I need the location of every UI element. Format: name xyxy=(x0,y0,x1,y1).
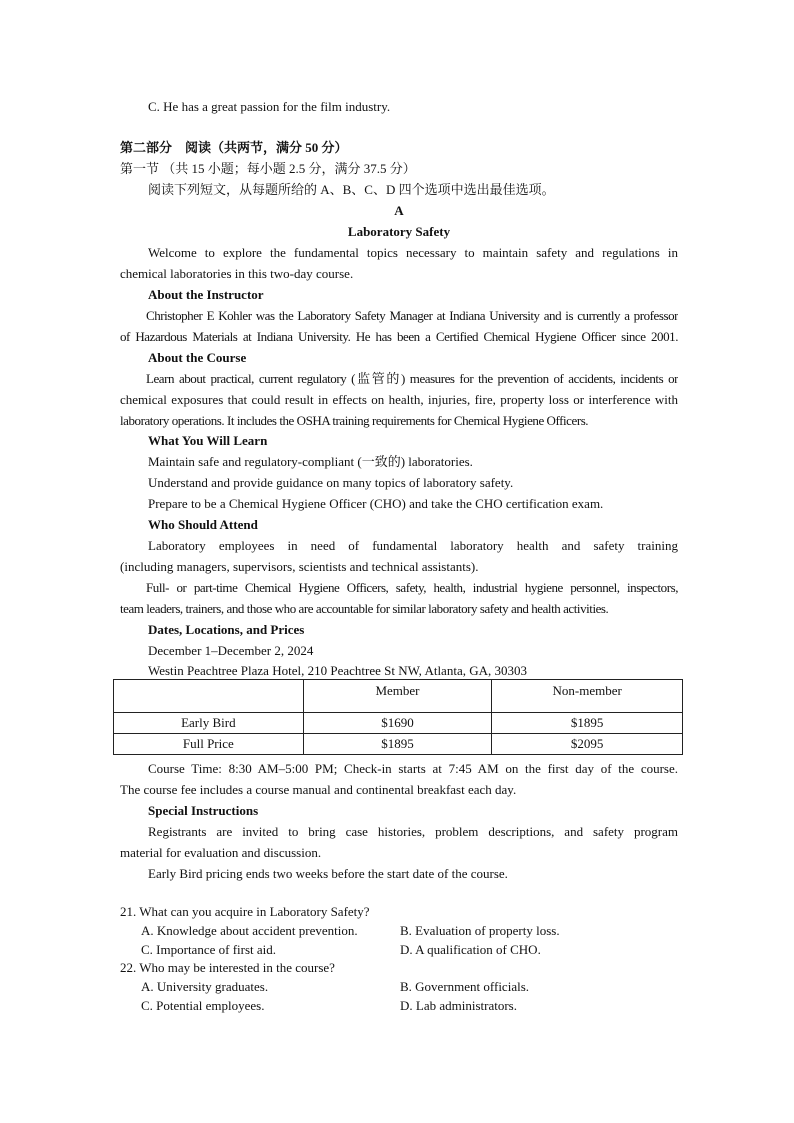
section-heading: 第二部分 阅读（共两节，满分 50 分） xyxy=(120,140,348,155)
table-cell: $1895 xyxy=(492,713,683,734)
answer-option: A. University graduates. xyxy=(141,979,269,994)
reading-instruction: 阅读下列短文，从每题所给的 A、B、C、D 四个选项中选出最佳选项。 xyxy=(148,182,555,197)
table-cell: $1895 xyxy=(303,734,492,755)
course-time-line: Course Time: 8:30 AM–5:00 PM; Check-in starts at 7:45 AM on the first day of the course. xyxy=(148,761,678,776)
learn-item: Prepare to be a Chemical Hygiene Officer (CHO) and take the CHO certification exam. xyxy=(148,496,604,511)
table-cell: $1690 xyxy=(303,713,492,734)
previous-question-option: C. He has a great passion for the film industry. xyxy=(148,99,391,114)
answer-option: C. Importance of first aid. xyxy=(141,942,277,957)
course-heading: About the Course xyxy=(148,350,247,365)
subsection-heading: 第一节 （共 15 小题；每小题 2.5 分，满分 37.5 分） xyxy=(120,161,416,176)
answer-option: A. Knowledge about accident prevention. xyxy=(141,923,358,938)
learn-item: Understand and provide guidance on many topics of laboratory safety. xyxy=(148,475,514,490)
special-heading: Special Instructions xyxy=(148,803,259,818)
question-stem: 22. Who may be interested in the course? xyxy=(120,960,335,975)
learn-heading: What You Will Learn xyxy=(148,433,268,448)
answer-option: C. Potential employees. xyxy=(141,998,265,1013)
answer-option: B. Evaluation of property loss. xyxy=(400,923,560,938)
instructor-line: of Hazardous Materials at Indiana University. He has been a Certified Chemical Hygiene Officer since 2001. xyxy=(120,329,678,344)
special-line: material for evaluation and discussion. xyxy=(120,845,322,860)
table-header-cell: Member xyxy=(303,680,492,713)
attend-heading: Who Should Attend xyxy=(148,517,258,532)
course-line: Learn about practical, current regulatory (监管的) measures for the prevention of accidents, incidents or xyxy=(146,371,678,386)
course-line: chemical exposures that could result in effects on health, injuries, fire, property loss or interference with xyxy=(120,392,678,407)
special-line: Registrants are invited to bring case histories, problem descriptions, and safety program xyxy=(148,824,678,839)
question-stem: 21. What can you acquire in Laboratory Safety? xyxy=(120,904,370,919)
attend-line: Laboratory employees in need of fundamental laboratory health and safety training xyxy=(148,538,678,553)
course-line: laboratory operations. It includes the OSHA training requirements for Chemical Hygiene Officers. xyxy=(120,413,589,428)
table-row xyxy=(114,713,683,734)
instructor-line: Christopher E Kohler was the Laboratory Safety Manager at Indiana University and is currently a professor xyxy=(146,308,678,323)
passage-title: Laboratory Safety xyxy=(347,224,451,239)
attend-line: (including managers, supervisors, scientists and technical assistants). xyxy=(120,559,479,574)
course-dates: December 1–December 2, 2024 xyxy=(148,643,314,658)
price-table xyxy=(113,679,683,755)
table-header-row xyxy=(114,680,683,713)
answer-option: D. A qualification of CHO. xyxy=(400,942,541,957)
table-cell: $2095 xyxy=(492,734,683,755)
table-header-cell: Non-member xyxy=(492,680,683,713)
answer-option: B. Government officials. xyxy=(400,979,530,994)
special-line: Early Bird pricing ends two weeks before the start date of the course. xyxy=(148,866,508,881)
instructor-heading: About the Instructor xyxy=(148,287,264,302)
course-location: Westin Peachtree Plaza Hotel, 210 Peachtree St NW, Atlanta, GA, 30303 xyxy=(148,663,527,678)
table-header-cell xyxy=(114,680,304,713)
intro-line: Welcome to explore the fundamental topics necessary to maintain safety and regulations in xyxy=(148,245,678,260)
passage-letter: A xyxy=(394,203,404,218)
table-cell: Early Bird xyxy=(114,713,304,734)
learn-item: Maintain safe and regulatory-compliant (一致的) laboratories. xyxy=(148,454,473,469)
course-time-line: The course fee includes a course manual and continental breakfast each day. xyxy=(120,782,517,797)
table-row xyxy=(114,734,683,755)
answer-option: D. Lab administrators. xyxy=(400,998,517,1013)
attend-line: team leaders, trainers, and those who are accountable for similar laboratory safety and health activities. xyxy=(120,601,609,616)
table-cell: Full Price xyxy=(114,734,304,755)
dates-heading: Dates, Locations, and Prices xyxy=(148,622,305,637)
intro-line: chemical laboratories in this two-day course. xyxy=(120,266,354,281)
attend-line: Full- or part-time Chemical Hygiene Officers, safety, health, industrial hygiene personnel, inspectors, xyxy=(146,580,678,595)
